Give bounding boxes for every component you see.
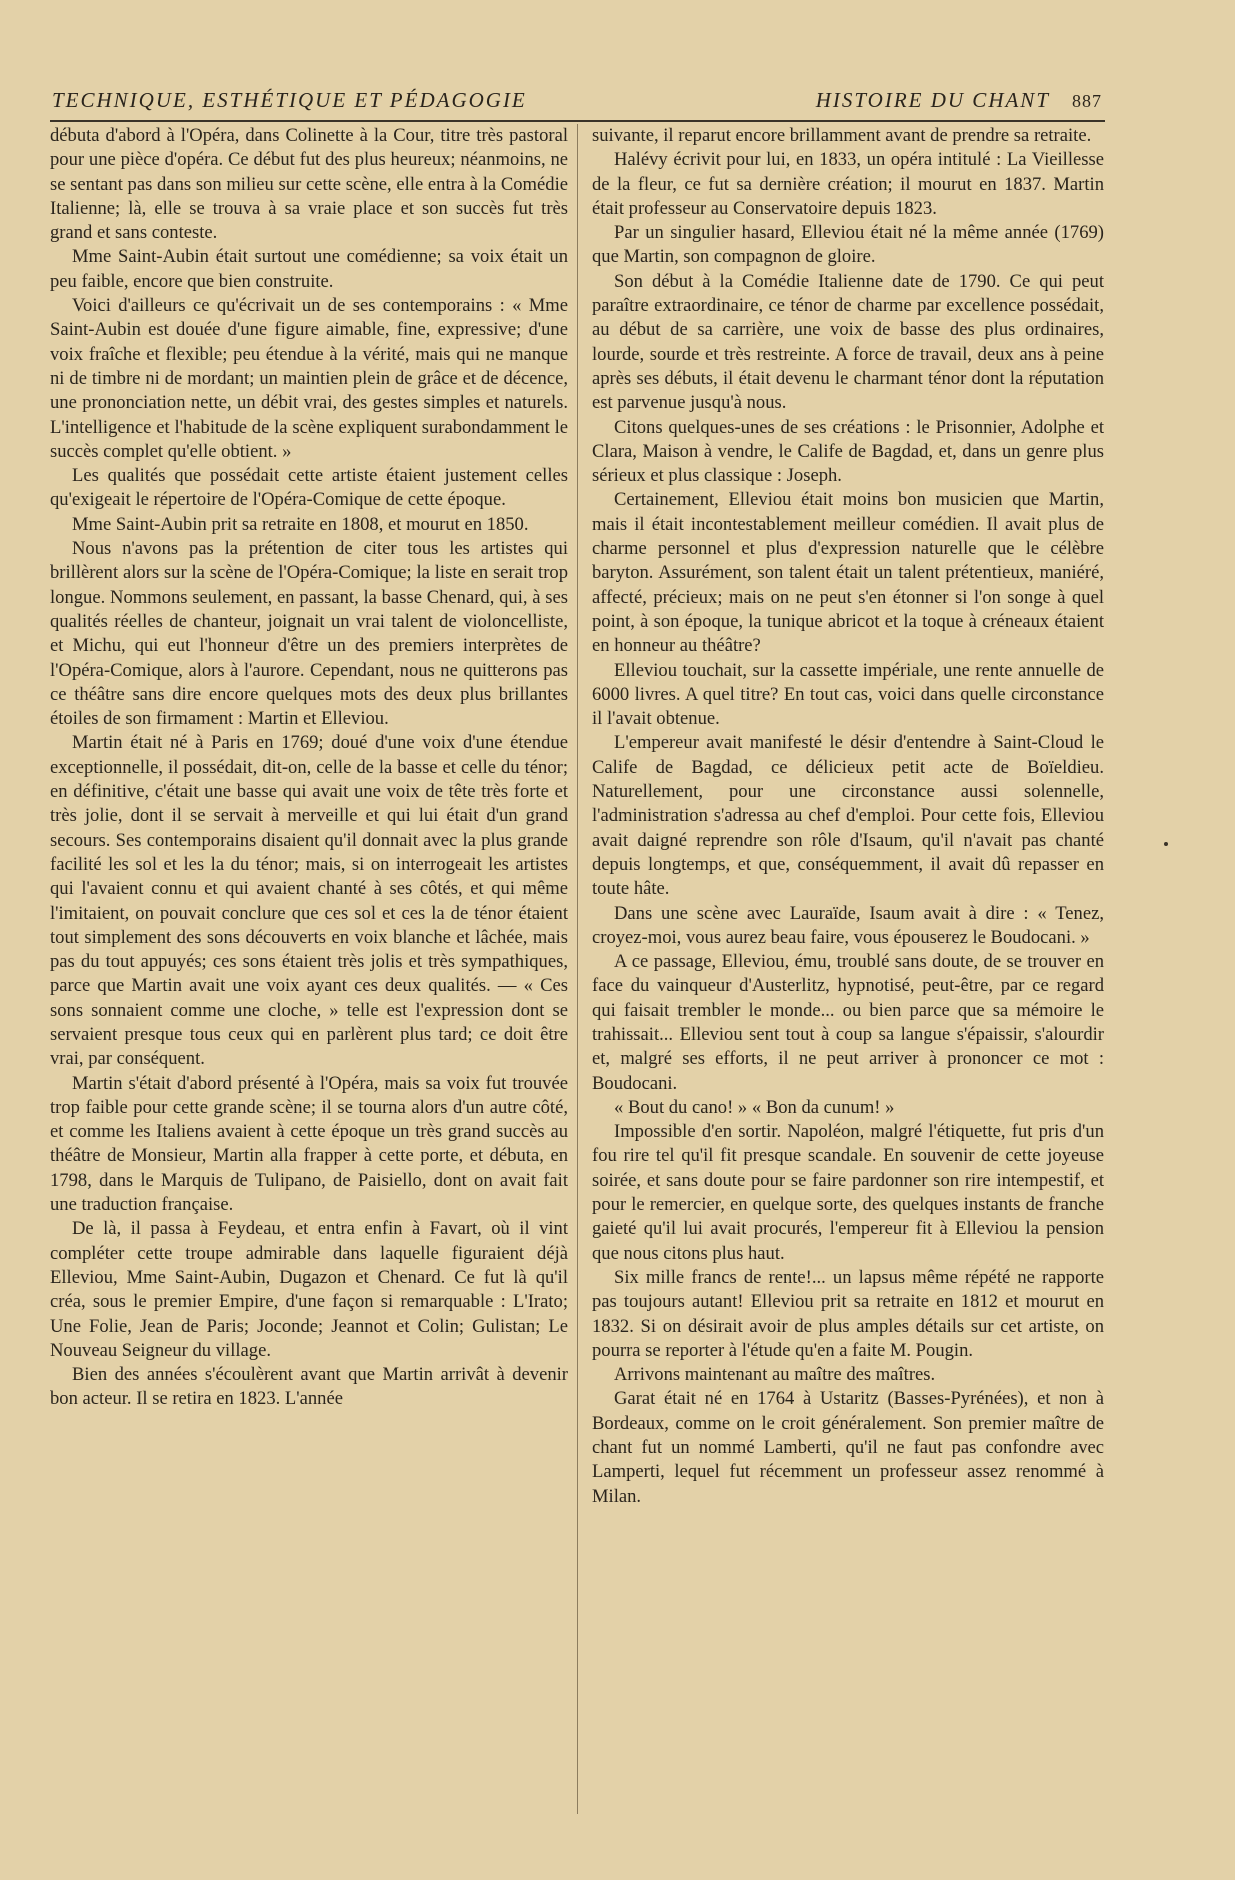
paragraph: Elleviou touchait, sur la cassette impériale, une rente annuelle de 6000 livres. A quel titre? En tout cas, voici dans quelle circonstance il l'avait obtenue.: [592, 659, 1104, 730]
paragraph: Par un singulier hasard, Elleviou était né la même année (1769) que Martin, son compagnon de gloire.: [592, 222, 1104, 268]
column-divider: [577, 124, 578, 1814]
paragraph: Les qualités que possédait cette artiste étaient justement celles qu'exigeait le répertoire de l'Opéra-Comique de cette époque.: [50, 465, 568, 511]
paragraph: Halévy écrivit pour lui, en 1833, un opéra intitulé : La Vieillesse de la fleur, ce fut sa dernière création; il mourut en 1837. Martin était professeur au Conservatoire depuis 1823.: [592, 149, 1104, 219]
paragraph: débuta d'abord à l'Opéra, dans Colinette à la Cour, titre très pastoral pour une pièce d'opéra. Ce début fut des plus heureux; néanmoins, ne se sentant pas dans son milieu sur cette scène, elle entra à la Comédie Italienne; là, elle se trouva à sa vraie place et son succès fut très grand et sans conteste.: [50, 125, 568, 244]
paragraph: A ce passage, Elleviou, ému, troublé sans doute, de se trouver en face du vainqueur d'Austerlitz, hypnotisé, peut-être, par ce regard qui faisait trembler le monde... ou bien parce que sa mémoire le trahissait... Elleviou sent tout à coup sa langue s'épaissir, s'alourdir et, malgré ses efforts, il ne peut arriver à prononcer ce mot : Boudocani.: [592, 951, 1104, 1094]
paragraph: Six mille francs de rente!... un lapsus même répété ne rapporte pas toujours autant! Elleviou prit sa retraite en 1812 et mourut en 1832. Si on désirait avoir de plus amples détails sur cet artiste, on pourra se reporter à l'étude qu'en a faite M. Pougin.: [592, 1266, 1104, 1361]
header-rule: [50, 120, 1105, 122]
paragraph: Martin s'était d'abord présenté à l'Opéra, mais sa voix fut trouvée trop faible pour cette grande scène; il se tourna alors d'un autre côté, et comme les Italiens avaient à cette époque un très grand succès au théâtre de Monsieur, Martin alla frapper à cette porte, et débuta, en 1798, dans le Marquis de Tulipano, de Paisiello, dont on avait fait une traduction française.: [50, 1072, 568, 1216]
header-right-title: HISTOIRE DU CHANT: [815, 88, 1050, 112]
paragraph: Martin était né à Paris en 1769; doué d'une voix d'une étendue exceptionnelle, il possédait, dit-on, celle de la basse et celle du ténor; en définitive, c'était une basse qui avait une voix de tête très forte et très jolie, dont il se servait à merveille et qui lui était d'un grand secours. Ses contemporains disaient qu'il donnait avec la plus grande facilité les sol et les la du ténor; mais, si on interrogeait les artistes qui l'avaient connu et qui avaient chanté à ses côtés, et qui même l'imitaient, on pouvait conclure que ces sol et ces la de ténor étaient tout simplement des sons découverts en voix blanche et lâchée, mais pas du tout appuyés; ces sons étaient très jolis et très sympathiques, parce que Martin avait une voix ayant ces deux qualités. — « Ces sons sonnaient comme une cloche, » telle est l'expression dont se servaient presque tous ceux qui en parlèrent plus tard; ce doit être vrai, par conséquent.: [50, 732, 568, 1070]
right-column: [592, 124, 1104, 1509]
paragraph: Dans une scène avec Lauraïde, Isaum avait à dire : « Tenez, croyez-moi, vous aurez beau faire, vous épouserez le Boudocani. »: [592, 902, 1104, 948]
speck-mark: [1164, 842, 1168, 846]
paragraph: Voici d'ailleurs ce qu'écrivait un de ses contemporains : « Mme Saint-Aubin est douée d'une figure aimable, fine, expressive; d'une voix fraîche et flexible; peu étendue à la vérité, mais qui ne manque ni de timbre ni de mordant; un maintien plein de grâce et de décence, une prononciation nette, un débit vrai, des gestes simples et naturels. L'intelligence et l'habitude de la scène expliquent surabondamment le succès complet qu'elle obtient. »: [50, 295, 568, 462]
running-header: [52, 88, 1102, 114]
paragraph: Citons quelques-unes de ses créations : le Prisonnier, Adolphe et Clara, Maison à vendre, le Calife de Bagdad, et, dans un genre plus sérieux et plus classique : Joseph.: [592, 416, 1104, 487]
paragraph: « Bout du cano! » « Bon da cunum! »: [614, 1096, 895, 1118]
paragraph: De là, il passa à Feydeau, et entra enfin à Favart, où il vint compléter cette troupe admirable dans laquelle figuraient déjà Elleviou, Mme Saint-Aubin, Dugazon et Chenard. Ce fut là qu'il créa, sous le premier Empire, d'une façon si remarquable : L'Irato; Une Folie, Jean de Paris; Joconde; Jeannot et Colin; Gulistan; Le Nouveau Seigneur du village.: [50, 1218, 568, 1361]
paragraph: Nous n'avons pas la prétention de citer tous les artistes qui brillèrent alors sur la scène de l'Opéra-Comique; la liste en serait trop longue. Nommons seulement, en passant, la basse Chenard, qui, à ses qualités réelles de chanteur, joignait un vrai talent de violoncelliste, et Michu, qui eut l'honneur d'être un des premiers interprètes de l'Opéra-Comique, alors à l'aurore. Cependant, nous ne quitterons pas ce théâtre sans dire encore quelques mots des deux plus brillantes étoiles de son firmament : Martin et Elleviou.: [50, 538, 568, 730]
left-column: [50, 124, 568, 1412]
paragraph: Certainement, Elleviou était moins bon musicien que Martin, mais il était incontestablement meilleur comédien. Il avait plus de charme personnel et plus d'expression naturelle que le célèbre baryton. Assurément, son talent était un talent prétentieux, maniéré, affecté, précieux; mais on ne peut s'en étonner si l'on songe à quel point, à son époque, la tunique abricot et la toque à créneaux étaient en honneur au théâtre?: [592, 489, 1104, 657]
paragraph: Son début à la Comédie Italienne date de 1790. Ce qui peut paraître extraordinaire, ce ténor de charme par excellence possédait, au début de sa carrière, une voix de basse des plus ordinaires, lourde, sourde et très restreinte. A force de travail, deux ans à peine après ses débuts, il était devenu le charmant ténor dont la réputation est parvenue jusqu'à nous.: [592, 270, 1104, 414]
paragraph: Arrivons maintenant au maître des maîtres.: [614, 1364, 936, 1386]
page-number: 887: [1072, 91, 1102, 111]
header-right: [816, 88, 1102, 113]
paragraph: Bien des années s'écoulèrent avant que Martin arrivât à devenir bon acteur. Il se retira en 1823. L'année: [50, 1364, 568, 1410]
paragraph: Mme Saint-Aubin était surtout une comédienne; sa voix était un peu faible, encore que bien construite.: [50, 246, 568, 292]
paragraph: suivante, il reparut encore brillamment avant de prendre sa retraite.: [592, 125, 1092, 146]
paragraph: Impossible d'en sortir. Napoléon, malgré l'étiquette, fut pris d'un fou rire tel qu'il fit presque scandale. En souvenir de cette joyeuse soirée, et sans doute pour se faire pardonner son rire intempestif, et pour le remercier, en quelque sorte, des quelques instants de franche gaieté qu'il lui avait procurés, l'empereur fit à Elleviou la pension que nous citons plus haut.: [592, 1121, 1104, 1264]
paragraph: Garat était né en 1764 à Ustaritz (Basses-Pyrénées), et non à Bordeaux, comme on le croit généralement. Son premier maître de chant fut un nommé Lamberti, qu'il ne faut pas confondre avec Lamperti, lequel fut récemment un professeur assez renommé à Milan.: [592, 1388, 1104, 1507]
paragraph: Mme Saint-Aubin prit sa retraite en 1808, et mourut en 1850.: [72, 513, 529, 535]
header-left-title: TECHNIQUE, ESTHÉTIQUE ET PÉDAGOGIE: [52, 88, 527, 112]
paragraph: L'empereur avait manifesté le désir d'entendre à Saint-Cloud le Calife de Bagdad, ce délicieux petit acte de Boïeldieu. Naturellement, pour une circonstance aussi solennelle, l'administration s'adressa au chef d'emploi. Pour cette fois, Elleviou avait daigné reprendre son rôle d'Isaum, qu'il n'avait pas chanté depuis longtemps, et que, conséquemment, il avait dû repasser en toute hâte.: [592, 732, 1104, 900]
